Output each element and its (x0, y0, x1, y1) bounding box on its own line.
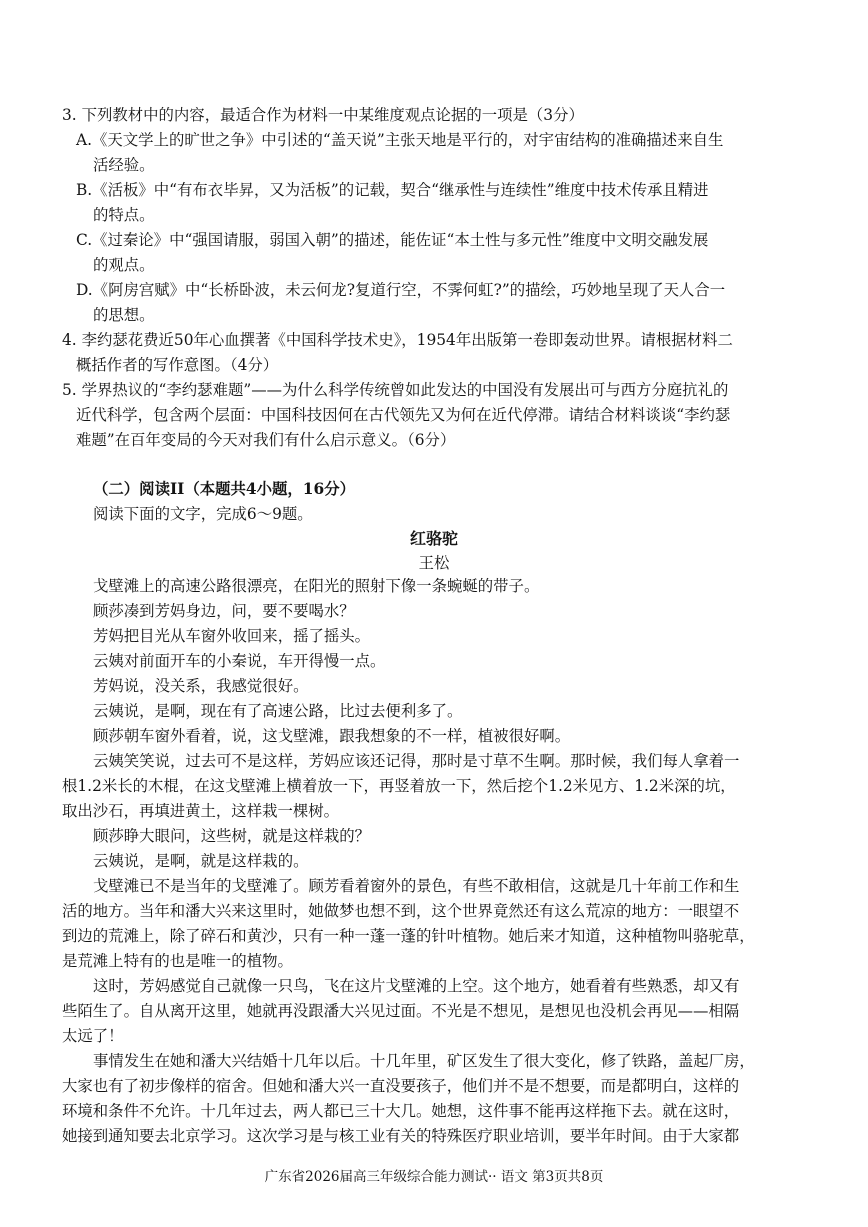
story-line: 环境和条件不允许。十几年过去，两人都已三十大几。她想，这件事不能再这样拖下去。就在这时， (62, 1102, 740, 1120)
q3-option-d: D.《阿房宫赋》中“长桥卧波，未云何龙?复道行空，不霁何虹?”的描绘，巧妙地呈现了天人合一 (76, 281, 726, 299)
q4-line-1: 4. 李约瑟花费近50年心血撰著《中国科学技术史》，1954年出版第一卷即轰动世界。请根据材料二 (62, 331, 733, 349)
story-line: 戈壁滩上的高速公路很漂亮，在阳光的照射下像一条蜿蜒的带子。 (93, 577, 540, 595)
story-line: 戈壁滩已不是当年的戈壁滩了。顾芳看着窗外的景色，有些不敢相信，这就是几十年前工作和生 (93, 877, 740, 895)
q5-line-3: 难题”在百年变局的今天对我们有什么启示意义。（6分） (76, 431, 456, 449)
story-line: 这时，芳妈感觉自己就像一只鸟，飞在这片戈壁滩的上空。这个地方，她看着有些熟悉，却又有 (93, 977, 740, 995)
story-line: 到边的荒滩上，除了碎石和黄沙，只有一种一蓬一蓬的针叶植物。她后来才知道，这种植物叫骆驼草， (62, 927, 755, 945)
story-line: 些陌生了。自从离开这里，她就再没跟潘大兴见过面。不光是不想见，是想见也没机会再见——相隔 (62, 1002, 740, 1020)
story-line: 云姨说，是啊，就是这样栽的。 (93, 852, 309, 870)
q3-option-b-cont: 的特点。 (93, 206, 155, 224)
q3-stem: 3. 下列教材中的内容，最适合作为材料一中某维度观点论据的一项是（3分） (62, 106, 584, 124)
story-line: 云姨笑笑说，过去可不是这样，芳妈应该还记得，那时是寸草不生啊。那时候，我们每人拿着一 (93, 752, 740, 770)
q3-option-b: B.《活板》中“有布衣毕昇，又为活板”的记载，契合“继承性与连续性”维度中技术传承且精进 (76, 181, 709, 199)
story-line: 是荒滩上特有的也是唯一的植物。 (62, 952, 293, 970)
story-line: 云姨说，是啊，现在有了高速公路，比过去便利多了。 (93, 702, 463, 720)
section-heading: （二）阅读II（本题共4小题，16分） (93, 480, 355, 498)
story-line: 活的地方。当年和潘大兴来这里时，她做梦也想不到，这个世界竟然还有这么荒凉的地方：一眼望不 (62, 902, 740, 920)
story-line: 太远了！ (62, 1027, 124, 1045)
story-line: 芳妈把目光从车窗外收回来，摇了摇头。 (93, 627, 371, 645)
story-title: 红骆驼 (409, 529, 458, 548)
story-line: 大家也有了初步像样的宿舍。但她和潘大兴一直没要孩子，他们并不是不想要，而是都明白，这样的 (62, 1077, 740, 1095)
q3-option-a: A.《天文学上的旷世之争》中引述的“盖天说”主张天地是平行的，对宇宙结构的准确描述来自生 (76, 131, 724, 149)
section-instruction: 阅读下面的文字，完成6～9题。 (93, 505, 313, 523)
story-line: 顾莎朝车窗外看着，说，这戈壁滩，跟我想象的不一样，植被很好啊。 (93, 727, 571, 745)
story-line: 取出沙石，再填进黄土，这样栽一棵树。 (62, 802, 340, 820)
story-line: 她接到通知要去北京学习。这次学习是与核工业有关的特殊医疗职业培训，要半年时间。由于大家都 (62, 1127, 740, 1145)
q5-line-2: 近代科学，包含两个层面：中国科技因何在古代领先又为何在近代停滞。请结合材料谈谈“李约瑟 (76, 406, 731, 424)
q5-line-1: 5. 学界热议的“李约瑟难题”——为什么科学传统曾如此发达的中国没有发展出可与西方分庭抗礼的 (62, 381, 729, 399)
q4-line-2: 概括作者的写作意图。（4分） (76, 356, 279, 374)
story-line: 云姨对前面开车的小秦说，车开得慢一点。 (93, 652, 386, 670)
q3-option-c: C.《过秦论》中“强国请服，弱国入朝”的描述，能佐证“本土性与多元性”维度中文明交融发展 (76, 231, 709, 249)
story-line: 顾莎睁大眼问，这些树，就是这样栽的？ (93, 827, 371, 845)
story-line: 根1.2米长的木棍，在这戈壁滩上横着放一下，再竖着放一下，然后挖个1.2米见方、1.2米深的坑， (62, 777, 736, 795)
page-footer: 广东省2026届高三年级综合能力测试·· 语文 第3页共8页 (264, 1169, 604, 1185)
q3-option-c-cont: 的观点。 (93, 256, 155, 274)
story-line: 事情发生在她和潘大兴结婚十几年以后。十几年里，矿区发生了很大变化，修了铁路，盖起厂房， (93, 1052, 755, 1070)
q3-option-a-cont: 活经验。 (93, 156, 155, 174)
q3-option-d-cont: 的思想。 (93, 306, 155, 324)
story-line: 芳妈说，没关系，我感觉很好。 (93, 677, 309, 695)
story-author: 王松 (418, 554, 450, 572)
story-line: 顾莎凑到芳妈身边，问，要不要喝水？ (93, 602, 355, 620)
